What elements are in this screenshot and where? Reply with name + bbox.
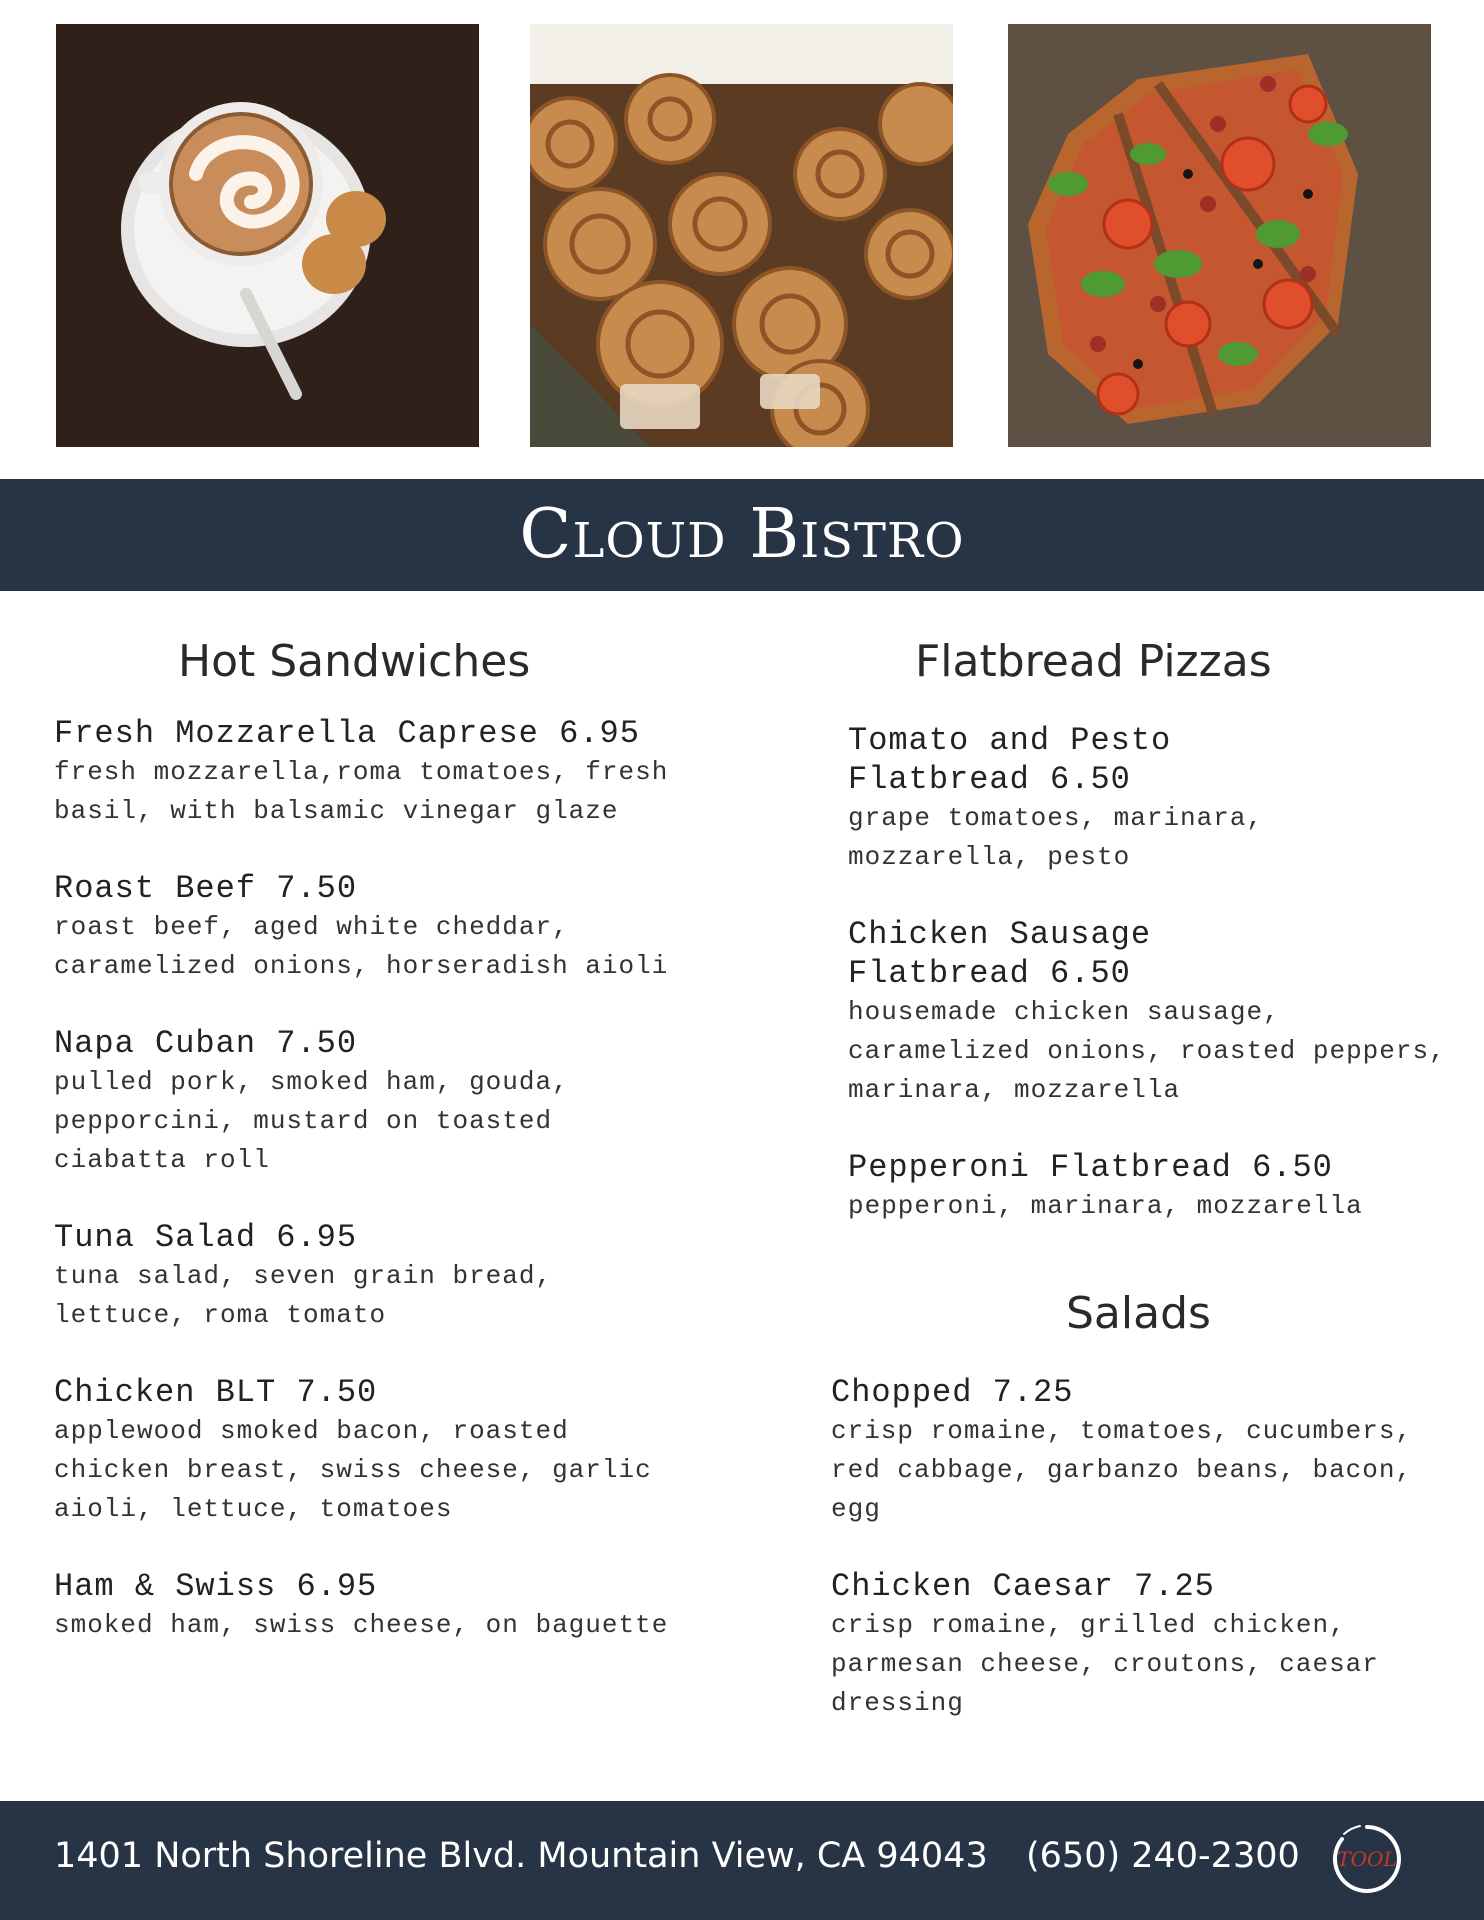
footer-phone: (650) 240-2300 (1026, 1836, 1300, 1876)
item-price: 6.50 (1252, 1149, 1333, 1186)
item-price: 6.50 (1050, 955, 1131, 992)
item-description: housemade chicken sausage, caramelized onions, roasted peppers, marinara, mozzarella (848, 997, 1446, 1105)
item-name: Tomato and Pesto Flatbread (848, 722, 1172, 798)
section-title-flatbread-pizzas: Flatbread Pizzas (915, 636, 1272, 687)
cinnamon-rolls-pastries-photo (530, 24, 953, 447)
item-name: Pepperoni Flatbread (848, 1149, 1232, 1186)
item-price: 6.95 (276, 1219, 358, 1256)
item-description: crisp romaine, grilled chicken, parmesan cheese, croutons, caesar dressing (831, 1610, 1379, 1718)
section-title-hot-sandwiches: Hot Sandwiches (178, 636, 531, 687)
item-description: pulled pork, smoked ham, gouda, pepporcini, mustard on toasted ciabatta roll (54, 1067, 569, 1175)
item-description: tuna salad, seven grain bread, lettuce, roma tomato (54, 1261, 553, 1330)
item-description: fresh mozzarella,roma tomatoes, fresh basil, with balsamic vinegar glaze (54, 757, 669, 826)
footer-address: 1401 North Shoreline Blvd. Mountain View, CA 94043 (54, 1836, 988, 1876)
item-price: 6.95 (296, 1568, 378, 1605)
section-title-salads: Salads (1066, 1288, 1211, 1339)
menu-item (848, 915, 1448, 1110)
menu-item (831, 1567, 1411, 1723)
latte-coffee-cup-photo (56, 24, 479, 447)
item-name: Chicken BLT (54, 1374, 277, 1411)
title-banner (0, 479, 1484, 591)
item-description: smoked ham, swiss cheese, on baguette (54, 1610, 669, 1640)
item-price: 7.25 (992, 1374, 1074, 1411)
item-price: 7.50 (276, 1025, 358, 1062)
item-name: Chicken Sausage Flatbread (848, 916, 1152, 992)
item-price: 7.50 (296, 1374, 378, 1411)
item-name: Chopped (831, 1374, 973, 1411)
item-price: 7.25 (1134, 1568, 1215, 1605)
item-description: grape tomatoes, marinara, mozzarella, pesto (848, 803, 1264, 872)
tool-logo-icon (1330, 1822, 1404, 1896)
menu-item (54, 869, 694, 986)
menu-item (831, 1373, 1431, 1529)
menu-item (54, 1567, 754, 1645)
menu-item (54, 1218, 634, 1335)
item-name: Fresh Mozzarella Caprese (54, 715, 539, 752)
item-name: Napa Cuban (54, 1025, 257, 1062)
item-description: crisp romaine, tomatoes, cucumbers, red cabbage, garbanzo beans, bacon, egg (831, 1416, 1413, 1524)
menu-item (848, 721, 1264, 877)
item-name: Chicken Caesar (831, 1568, 1114, 1605)
item-price: 7.50 (276, 870, 358, 907)
item-description: roast beef, aged white cheddar, caramelized onions, horseradish aioli (54, 912, 669, 981)
item-price: 6.95 (559, 715, 640, 752)
restaurant-title: Cloud Bistro (519, 495, 965, 574)
item-description: applewood smoked bacon, roasted chicken breast, swiss cheese, garlic aioli, lettuce, tomatoes (54, 1416, 652, 1524)
item-name: Tuna Salad (54, 1219, 257, 1256)
item-name: Ham & Swiss (54, 1568, 277, 1605)
menu-item (54, 1373, 694, 1529)
item-price: 6.50 (1050, 761, 1131, 798)
menu-item (848, 1148, 1468, 1226)
menu-item (54, 1024, 634, 1180)
flatbread-pizza-photo (1008, 24, 1431, 447)
svg-text:TOOL: TOOL (1337, 1847, 1397, 1871)
item-description: pepperoni, marinara, mozzarella (848, 1191, 1363, 1221)
item-name: Roast Beef (54, 870, 257, 907)
footer-bar (0, 1801, 1484, 1920)
menu-item (54, 714, 694, 831)
